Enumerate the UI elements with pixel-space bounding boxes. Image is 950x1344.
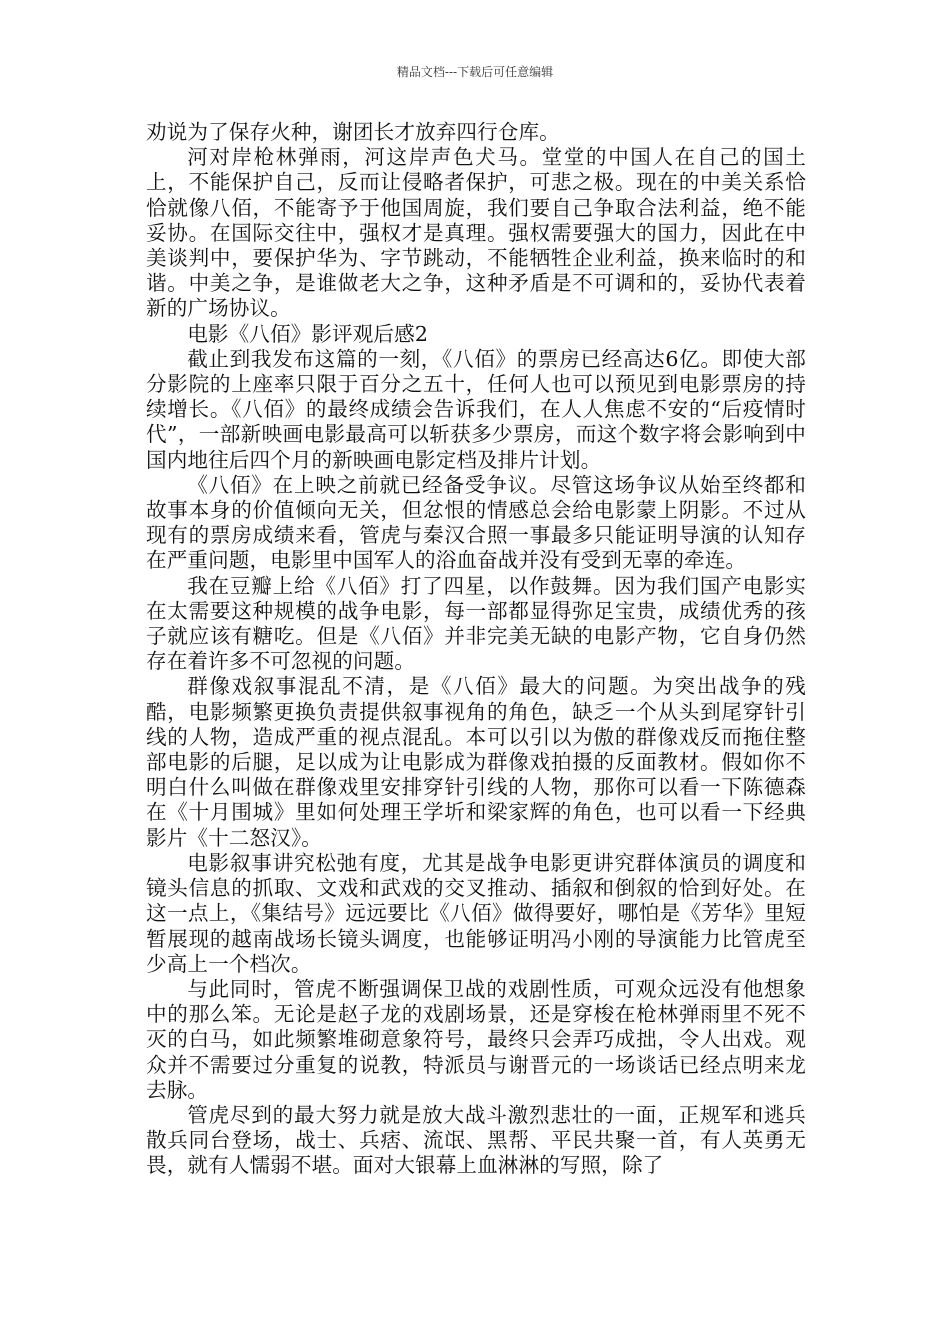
paragraph: 群像戏叙事混乱不清，是《八佰》最大的问题。为突出战争的残酷，电影频繁更换负责提供叙事视角的角色，缺乏一个从头到尾穿针引线的人物，造成严重的视点混乱。本可以引以为傲的群像戏反而拖住整部电影的后腿，足以成为让电影成为群像戏拍摄的反面教材。假如你不明白什么叫做在群像戏里安排穿针引线的人物，那你可以看一下陈德森在《十月围城》里如何处理王学圻和梁家辉的角色，也可以看一下经典影片《十二怒汉》。 — [146, 674, 806, 850]
paragraph: 我在豆瓣上给《八佰》打了四星，以作鼓舞。因为我们国产电影实在太需要这种规模的战争电影，每一部都显得弥足宝贵，成绩优秀的孩子就应该有糖吃。但是《八佰》并非完美无缺的电影产物，它自身仍然存在着许多不可忽视的问题。 — [146, 573, 806, 674]
paragraph-continuation: 劝说为了保存火种，谢团长才放弃四行仓库。 — [146, 120, 560, 144]
paragraph: 截止到我发布这篇的一刻，《八佰》的票房已经高达6亿。即使大部分影院的上座率只限于百分之五十，任何人也可以预见到电影票房的持续增长。《八佰》的最终成绩会告诉我们，在人人焦虑不安的“后疫情时代”，一部新映画电影最高可以斩获多少票房，而这个数字将会影响到中国内地往后四个月的新映画电影定档及排片计划。 — [146, 346, 806, 472]
paragraph: 《八佰》在上映之前就已经备受争议。尽管这场争议从始至终都和故事本身的价值倾向无关，但忿恨的情感总会给电影蒙上阴影。不过从现有的票房成绩来看，管虎与秦汉合照一事最多只能证明导演的认知存在严重问题，电影里中国军人的浴血奋战并没有受到无辜的牵连。 — [146, 472, 806, 573]
paragraph: 管虎尽到的最大努力就是放大战斗激烈悲壮的一面，正规军和逃兵散兵同台登场，战士、兵痞、流氓、黑帮、平民共聚一首，有人英勇无畏，就有人懦弱不堪。面对大银幕上血淋淋的写照，除了 — [146, 1102, 806, 1178]
paragraph: 与此同时，管虎不断强调保卫战的戏剧性质，可观众远没有他想象中的那么笨。无论是赵子龙的戏剧场景，还是穿梭在枪林弹雨里不死不灭的白马，如此频繁堆砌意象符号，最终只会弄巧成拙，令人出戏。观众并不需要过分重复的说教，特派员与谢晋元的一场谈话已经点明来龙去脉。 — [146, 976, 806, 1102]
paragraph: 河对岸枪林弹雨，河这岸声色犬马。堂堂的中国人在自己的国土上，不能保护自己，反而让侵略者保护，可悲之极。现在的中美关系恰恰就像八佰，不能寄予于他国周旋，我们要自己争取合法利益，绝不能妥协。在国际交往中，强权才是真理。强权需要强大的国力，因此在中美谈判中，要保护华为、字节跳动，不能牺牲企业利益，换来临时的和谐。中美之争，是谁做老大之争，这种矛盾是不可调和的，妥协代表着新的广场协议。 — [146, 145, 806, 321]
paragraph: 电影叙事讲究松弛有度，尤其是战争电影更讲究群体演员的调度和镜头信息的抓取、文戏和武戏的交叉推动、插叙和倒叙的恰到好处。在这一点上，《集结号》远远要比《八佰》做得要好，哪怕是《芳华》里短暂展现的越南战场长镜头调度，也能够证明冯小刚的导演能力比管虎至少高上一个档次。 — [146, 850, 806, 976]
document-body — [146, 120, 806, 1179]
page-header: 精品文档---下载后可任意编辑 — [396, 65, 554, 79]
section-title: 电影《八佰》影评观后感2 — [187, 321, 429, 346]
